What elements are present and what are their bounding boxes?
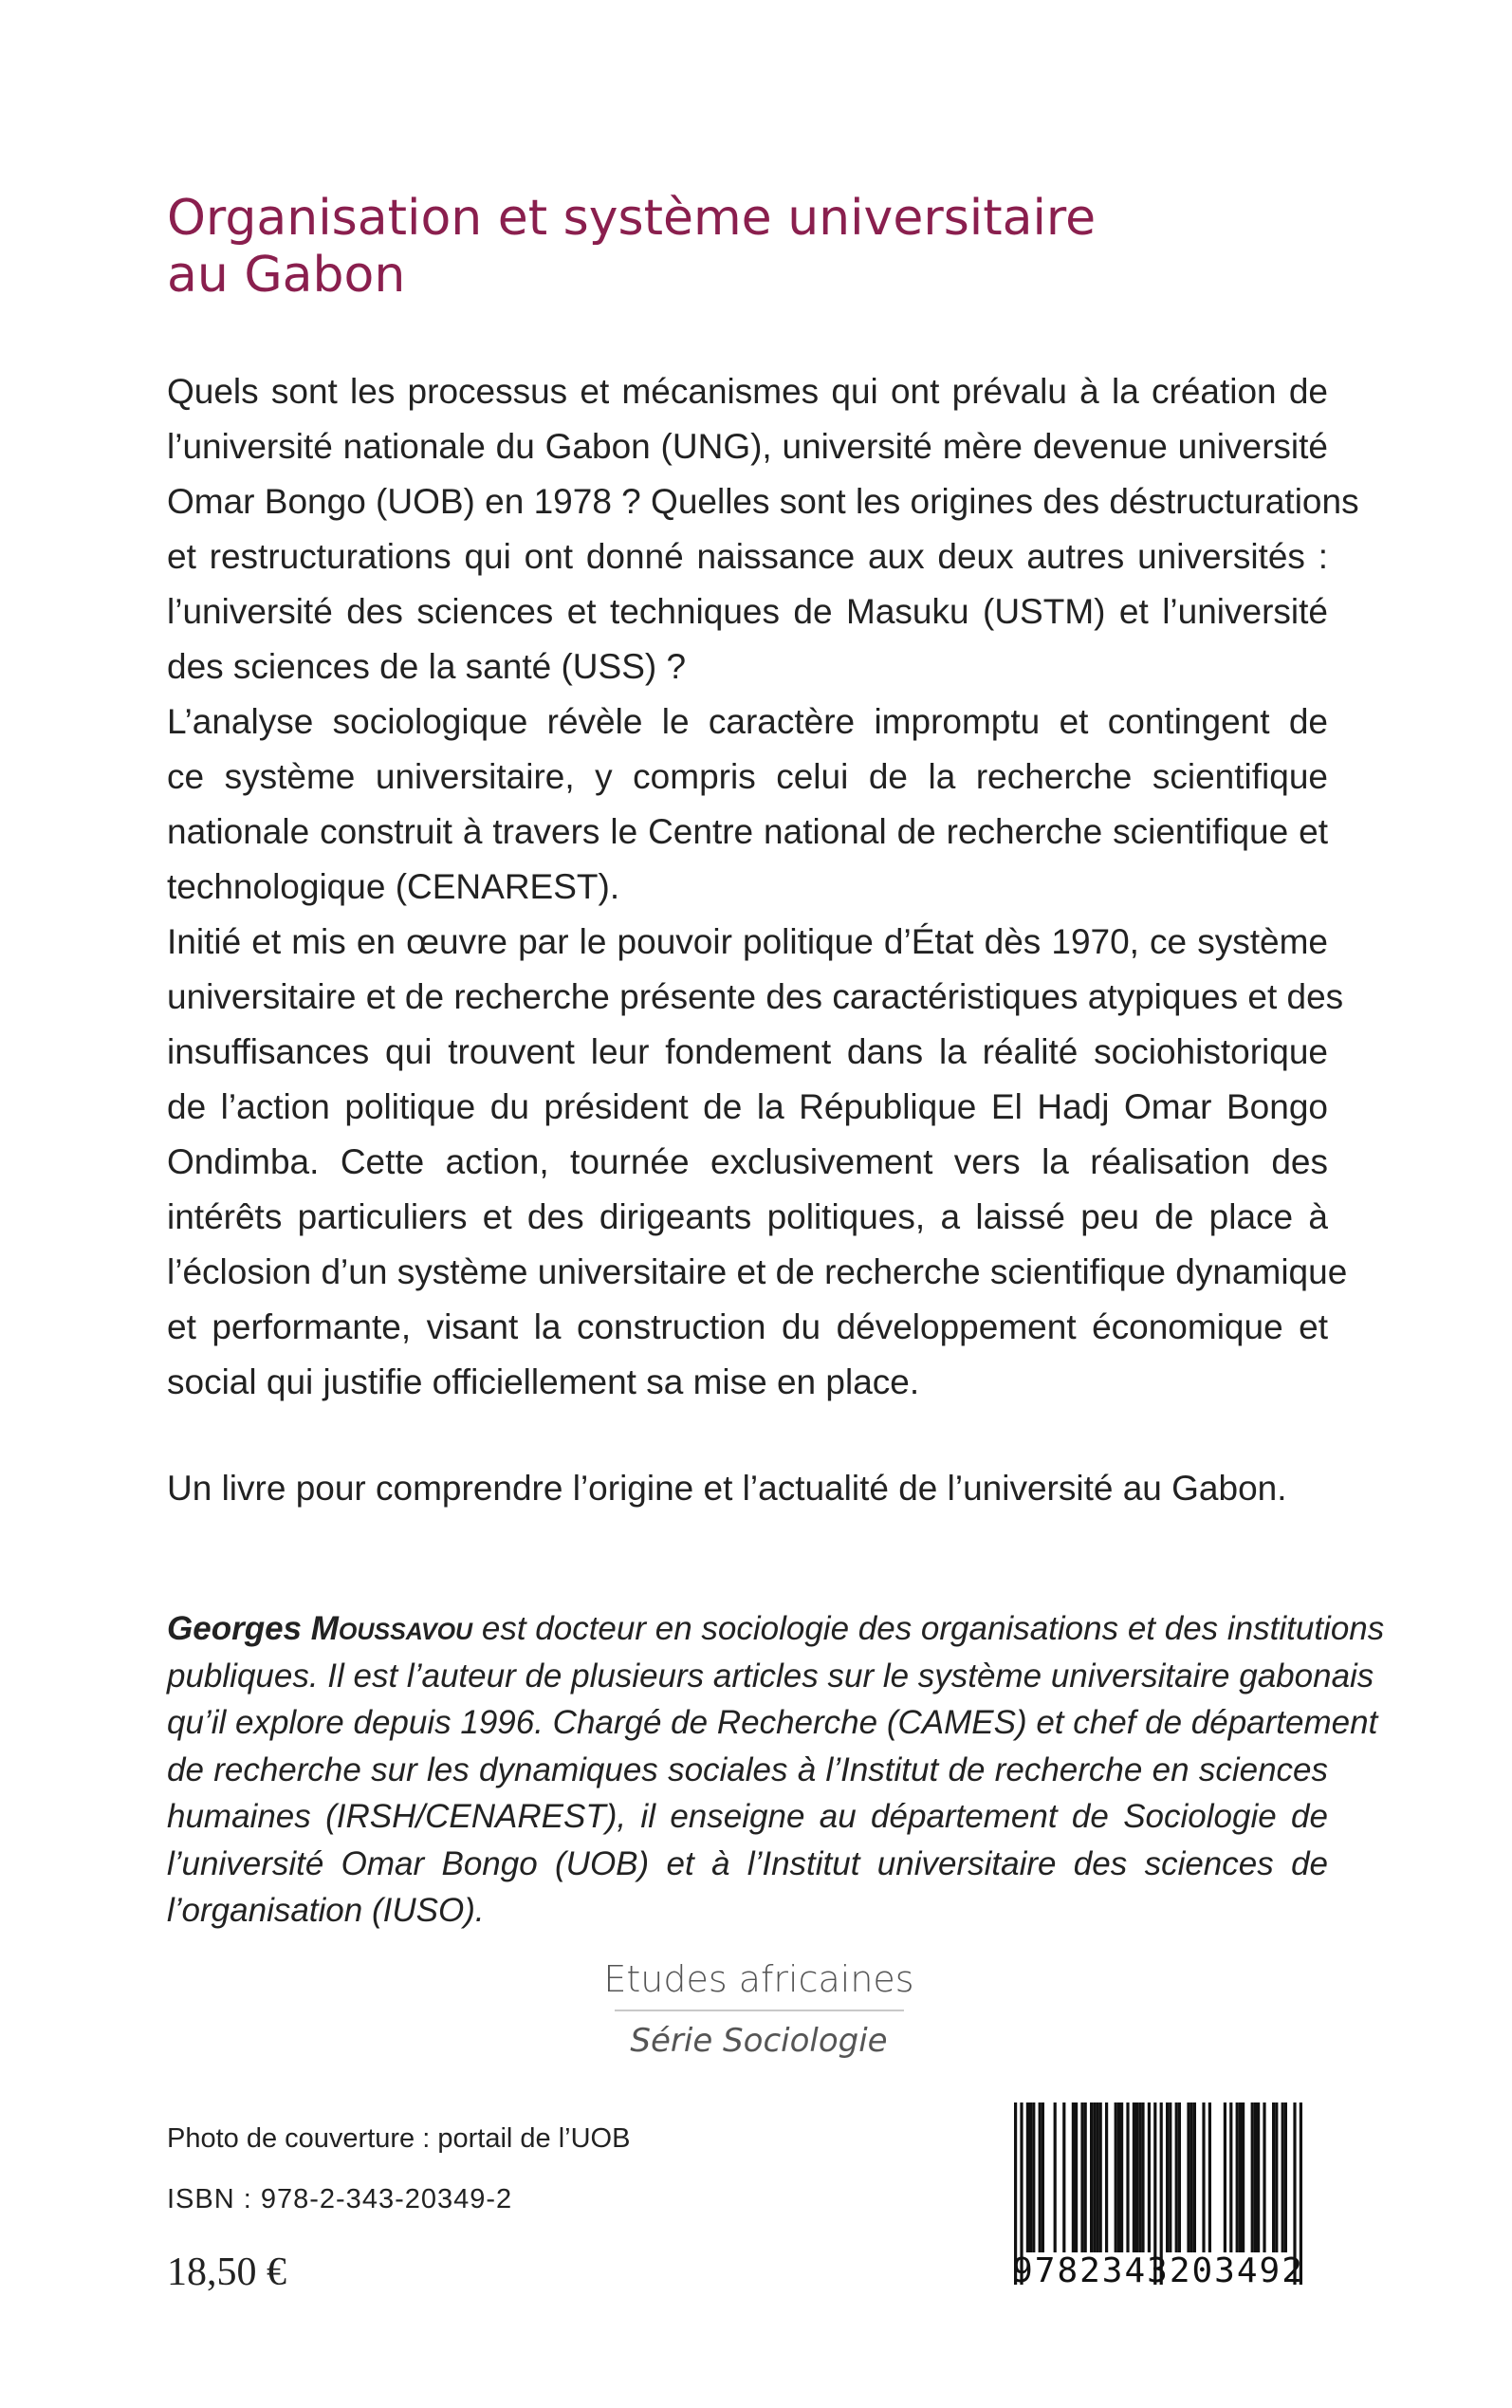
barcode-bar [1257, 2102, 1260, 2252]
barcode-bar [1138, 2102, 1141, 2252]
text-line: Quels sont les processus et mécanismes qui ont prévalu à la création de [167, 372, 1328, 411]
barcode-bar [1272, 2102, 1275, 2252]
blurb-paragraph-2 [167, 695, 1328, 915]
barcode-bar [1099, 2102, 1102, 2252]
barcode-bar [1190, 2102, 1193, 2252]
author-bio-line: de recherche sur les dynamiques sociales à l’Institut de recherche en sciences [167, 1750, 1328, 1788]
series-divider [615, 2010, 904, 2011]
cover-photo-credit: Photo de couverture : portail de l’UOB [167, 2123, 631, 2154]
blurb-paragraph-1 [167, 364, 1359, 695]
text-line: des sciences de la santé (USS) ? [167, 647, 687, 686]
barcode-bar [1148, 2102, 1151, 2252]
barcode-bar [1166, 2102, 1169, 2252]
author-last-name: Moussavou [310, 1610, 473, 1647]
barcode-bar [1208, 2102, 1211, 2252]
barcode-bar [1239, 2102, 1242, 2252]
barcode [983, 2102, 1334, 2300]
barcode-bar [1084, 2102, 1087, 2252]
barcode-bar [1120, 2102, 1123, 2252]
text-line: Omar Bongo (UOB) en 1978 ? Quelles sont les origines des déstructurations [167, 482, 1359, 521]
barcode-bar [1090, 2102, 1093, 2252]
title-line-2: au Gabon [167, 247, 406, 304]
price: 18,50 € [167, 2251, 286, 2294]
text-line: nationale construit à travers le Centre national de recherche scientifique et [167, 812, 1328, 851]
barcode-bar [1042, 2102, 1044, 2252]
barcode-bar [1202, 2102, 1205, 2252]
barcode-bar [1224, 2102, 1226, 2252]
author-bio-line: l’université Omar Bongo (UOB) et à l’Institut universitaire des sciences de [167, 1844, 1328, 1882]
barcode-bar [1126, 2102, 1129, 2252]
blurb [167, 364, 1359, 1410]
barcode-bar [1236, 2102, 1239, 2252]
barcode-bar [1178, 2102, 1181, 2252]
barcode-bar [1039, 2102, 1042, 2252]
book-title [167, 190, 1353, 304]
barcode-bar [1105, 2102, 1108, 2252]
barcode-bar [1169, 2102, 1171, 2252]
barcode-bar [1029, 2102, 1032, 2252]
series-logo [569, 1956, 949, 2061]
tagline: Un livre pour comprendre l’origine et l’actualité de l’université au Gabon. [167, 1469, 1287, 1508]
barcode-bar [1054, 2102, 1057, 2252]
author-bio-line: publiques. Il est l’auteur de plusieurs articles sur le système universitaire gabonais [167, 1657, 1374, 1695]
author-bio-line [167, 1605, 1385, 1653]
barcode-bar [1115, 2102, 1117, 2252]
series-name: Etudes africaines [603, 1958, 914, 2000]
barcode-bar [1072, 2102, 1075, 2252]
text-line: L’analyse sociologique révèle le caractère impromptu et contingent de [167, 702, 1328, 741]
author-bio [167, 1605, 1385, 1935]
isbn: ISBN : 978-2-343-20349-2 [167, 2184, 513, 2214]
text-line: intérêts particuliers et des dirigeants politiques, a laissé peu de place à [167, 1197, 1328, 1236]
author-bio-line: qu’il explore depuis 1996. Chargé de Recherche (CAMES) et chef de département [167, 1704, 1378, 1741]
barcode-bar [1187, 2102, 1189, 2252]
barcode-bar [1080, 2102, 1083, 2252]
barcode-bar [1254, 2102, 1257, 2252]
barcode-bar [1242, 2102, 1245, 2252]
barcode-number: 9782343203492 [1012, 2251, 1304, 2290]
barcode-bar [1175, 2102, 1178, 2252]
barcode-bar [1141, 2102, 1144, 2252]
author-bio-line: humaines (IRSH/CENAREST), il enseigne au département de Sociologie de [167, 1798, 1328, 1835]
barcode-bar [1032, 2102, 1035, 2252]
author-first-name: Georges [167, 1610, 311, 1647]
title-line-1: Organisation et système universitaire [167, 190, 1097, 247]
text-line: social qui justifie officiellement sa mise en place. [167, 1362, 920, 1401]
text-line: Initié et mis en œuvre par le pouvoir politique d’État dès 1970, ce système [167, 922, 1328, 961]
barcode-bar [1275, 2102, 1278, 2252]
barcode-bar [1133, 2102, 1135, 2252]
author-bio-intro: est docteur en sociologie des organisations et des institutions [472, 1610, 1385, 1647]
barcode-bar [1193, 2102, 1196, 2252]
text-line: l’université des sciences et techniques de Masuku (USTM) et l’université [167, 592, 1328, 631]
text-line: insuffisances qui trouvent leur fondement dans la réalité sociohistorique [167, 1032, 1328, 1071]
text-line: l’université nationale du Gabon (UNG), université mère devenue université [167, 427, 1328, 466]
text-line: de l’action politique du président de la République El Hadj Omar Bongo [167, 1087, 1328, 1126]
barcode-bar [1026, 2102, 1029, 2252]
barcode-bar [1117, 2102, 1120, 2252]
text-line: ce système universitaire, y compris celui de la recherche scientifique [167, 757, 1328, 796]
text-line: technologique (CENAREST). [167, 867, 620, 906]
text-line: l’éclosion d’un système universitaire et de recherche scientifique dynamique [167, 1252, 1348, 1291]
barcode-bar [1075, 2102, 1078, 2252]
text-line: et restructurations qui ont donné naissance aux deux autres universités : [167, 537, 1328, 576]
barcode-bar [1284, 2102, 1287, 2252]
text-line: universitaire et de recherche présente des caractéristiques atypiques et des [167, 977, 1344, 1016]
subseries-name: Série Sociologie [630, 2022, 888, 2060]
text-line: et performante, visant la construction du développement économique et [167, 1307, 1328, 1346]
barcode-bar [1062, 2102, 1065, 2252]
barcode-bar [1096, 2102, 1098, 2252]
barcode-bar [1135, 2102, 1138, 2252]
blurb-paragraph-3 [167, 915, 1348, 1410]
barcode-bar [1263, 2102, 1265, 2252]
author-bio-line: l’organisation (IUSO). [167, 1892, 485, 1929]
barcode-bar [1229, 2102, 1232, 2252]
barcode-bar [1093, 2102, 1096, 2252]
text-line: Ondimba. Cette action, tournée exclusivement vers la réalisation des [167, 1142, 1328, 1181]
barcode-bar [1251, 2102, 1254, 2252]
barcode-bar [1282, 2102, 1284, 2252]
